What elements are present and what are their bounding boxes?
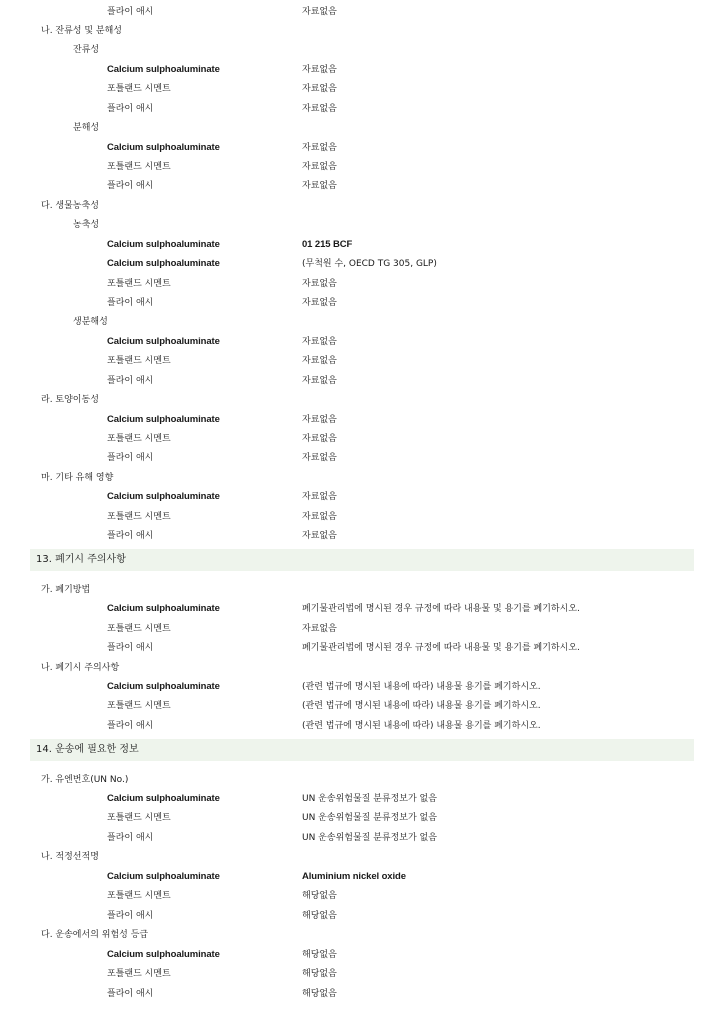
subsection-subheading: 농축성 — [73, 220, 100, 230]
substance-value: 자료없음 — [302, 279, 337, 289]
substance-name: 포틀랜드 시멘트 — [107, 512, 171, 522]
subsection-heading: 마. 기타 유해 영향 — [41, 473, 114, 483]
substance-name: 포틀랜드 시멘트 — [107, 813, 171, 823]
substance-name: 포틀랜드 시멘트 — [107, 84, 171, 94]
substance-value: (관련 법규에 명시된 내용에 따라) 내용물 용기를 폐기하시오. — [302, 721, 541, 731]
section-title: 14. 운송에 필요한 정보 — [36, 744, 139, 755]
section-header — [30, 549, 694, 571]
substance-value: 자료없음 — [302, 298, 337, 308]
substance-name: Calcium sulphoaluminate — [107, 336, 220, 347]
substance-name: 플라이 애시 — [107, 989, 154, 999]
substance-value: UN 운송위험물질 분류정보가 없음 — [302, 833, 437, 843]
substance-name: 플라이 애시 — [107, 721, 154, 731]
substance-value: Aluminium nickel oxide — [302, 871, 406, 882]
substance-name: 플라이 애시 — [107, 104, 154, 114]
substance-value: 자료없음 — [302, 143, 337, 153]
substance-value: 자료없음 — [302, 434, 337, 444]
subsection-heading: 나. 잔류성 및 분해성 — [41, 26, 122, 36]
substance-name: Calcium sulphoaluminate — [107, 681, 220, 692]
substance-value: 자료없음 — [302, 356, 337, 366]
substance-name: 플라이 애시 — [107, 453, 154, 463]
section-header — [30, 739, 694, 761]
substance-name: 플라이 애시 — [107, 298, 154, 308]
substance-value: 해당없음 — [302, 989, 337, 999]
subsection-heading: 가. 폐기방법 — [41, 585, 91, 595]
substance-value: 자료없음 — [302, 65, 337, 75]
subsection-heading: 라. 토양이동성 — [41, 395, 99, 405]
subsection-heading: 가. 유엔번호(UN No.) — [41, 775, 129, 785]
substance-value: (관련 법규에 명시된 내용에 따라) 내용물 용기를 폐기하시오. — [302, 701, 541, 711]
substance-name: 포틀랜드 시멘트 — [107, 434, 171, 444]
substance-name: Calcium sulphoaluminate — [107, 142, 220, 153]
substance-value: 자료없음 — [302, 453, 337, 463]
subsection-heading: 나. 폐기시 주의사항 — [41, 663, 120, 673]
substance-name: Calcium sulphoaluminate — [107, 491, 220, 502]
substance-value: 해당없음 — [302, 911, 337, 921]
subsection-heading: 다. 운송에서의 위험성 등급 — [41, 930, 149, 940]
substance-name: Calcium sulphoaluminate — [107, 239, 220, 250]
subsection-subheading: 분해성 — [73, 123, 100, 133]
substance-name: 플라이 애시 — [107, 7, 154, 17]
substance-name: Calcium sulphoaluminate — [107, 793, 220, 804]
substance-value: 자료없음 — [302, 7, 337, 17]
substance-name: 포틀랜드 시멘트 — [107, 279, 171, 289]
substance-name: 포틀랜드 시멘트 — [107, 701, 171, 711]
subsection-subheading: 잔류성 — [73, 45, 100, 55]
substance-name: 플라이 애시 — [107, 376, 154, 386]
substance-name: Calcium sulphoaluminate — [107, 414, 220, 425]
substance-value: UN 운송위험물질 분류정보가 없음 — [302, 813, 437, 823]
substance-value: 자료없음 — [302, 104, 337, 114]
subsection-subheading: 생분해성 — [73, 317, 108, 327]
subsection-heading: 나. 적정선적명 — [41, 852, 99, 862]
substance-value: 자료없음 — [302, 337, 337, 347]
substance-name: 플라이 애시 — [107, 181, 154, 191]
substance-name: 플라이 애시 — [107, 833, 154, 843]
substance-name: Calcium sulphoaluminate — [107, 258, 220, 269]
section-title: 13. 폐기시 주의사항 — [36, 554, 126, 565]
substance-value: 폐기물관리법에 명시된 경우 규정에 따라 내용물 및 용기를 폐기하시오. — [302, 604, 580, 614]
substance-name: 포틀랜드 시멘트 — [107, 356, 171, 366]
substance-value: 01 215 BCF — [302, 239, 353, 250]
substance-value: 해당없음 — [302, 969, 337, 979]
substance-value: (무척원 수, OECD TG 305, GLP) — [302, 259, 437, 269]
substance-value: 해당없음 — [302, 950, 337, 960]
substance-name: 포틀랜드 시멘트 — [107, 624, 171, 634]
substance-value: 자료없음 — [302, 512, 337, 522]
substance-value: UN 운송위험물질 분류정보가 없음 — [302, 794, 437, 804]
substance-value: 자료없음 — [302, 376, 337, 386]
substance-name: Calcium sulphoaluminate — [107, 64, 220, 75]
substance-name: Calcium sulphoaluminate — [107, 603, 220, 614]
substance-name: 플라이 애시 — [107, 531, 154, 541]
substance-value: 자료없음 — [302, 415, 337, 425]
substance-name: 플라이 애시 — [107, 643, 154, 653]
substance-name: 포틀랜드 시멘트 — [107, 891, 171, 901]
substance-value: 자료없음 — [302, 531, 337, 541]
substance-name: 플라이 애시 — [107, 911, 154, 921]
substance-value: 자료없음 — [302, 84, 337, 94]
substance-name: Calcium sulphoaluminate — [107, 949, 220, 960]
substance-name: Calcium sulphoaluminate — [107, 871, 220, 882]
substance-value: 자료없음 — [302, 492, 337, 502]
subsection-heading: 다. 생물농축성 — [41, 201, 99, 211]
substance-value: 해당없음 — [302, 891, 337, 901]
substance-value: (관련 법규에 명시된 내용에 따라) 내용물 용기를 폐기하시오. — [302, 682, 541, 692]
substance-value: 자료없음 — [302, 624, 337, 634]
substance-name: 포틀랜드 시멘트 — [107, 162, 171, 172]
substance-value: 폐기물관리법에 명시된 경우 규정에 따라 내용물 및 용기를 폐기하시오. — [302, 643, 580, 653]
substance-value: 자료없음 — [302, 181, 337, 191]
substance-name: 포틀랜드 시멘트 — [107, 969, 171, 979]
substance-value: 자료없음 — [302, 162, 337, 172]
